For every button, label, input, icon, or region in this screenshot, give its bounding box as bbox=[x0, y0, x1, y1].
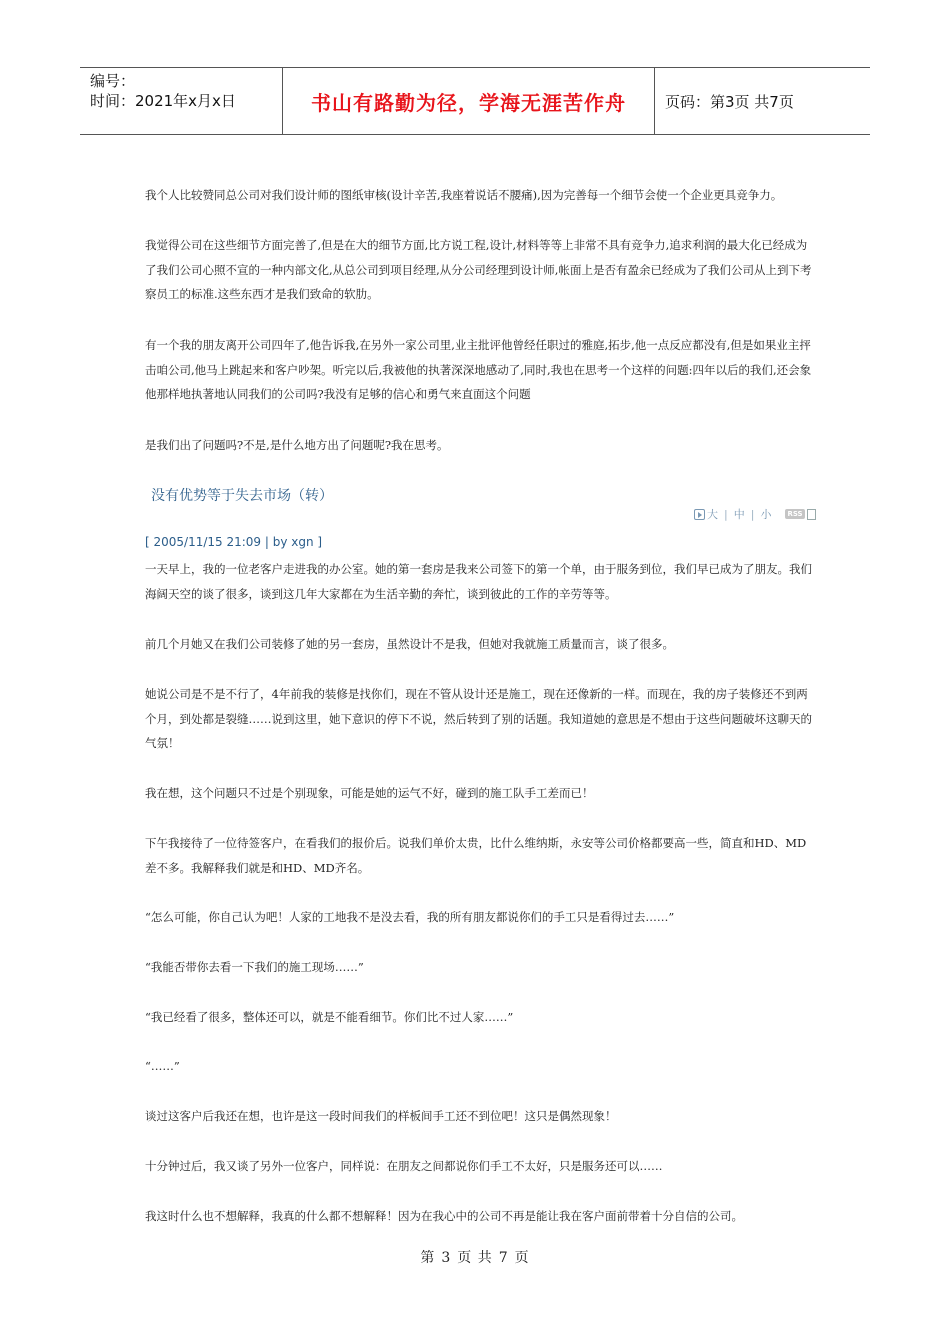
header-info-cell bbox=[80, 68, 283, 134]
intro-paragraph-2: 我觉得公司在这些细节方面完善了,但是在大的细节方面,比方说工程,设计,材料等等上非常不具有竞争力,追求利润的最大化已经成为了我们公司心照不宣的一种内部文化,从总公司到项目经理,从分公司经理到设计师,帐面上是否有盈余已经成为了我们公司从上到下考察员工的标准.这些东西才是我们致命的软肋。 bbox=[145, 238, 812, 301]
article-paragraph-6: “怎么可能，你自己认为吧！人家的工地我不是没去看，我的所有朋友都说你们的手工只是看得过去……” bbox=[145, 910, 675, 924]
rss-icon[interactable]: RSS bbox=[787, 510, 803, 518]
article-datetime-link[interactable]: 2005/11/15 21:09 bbox=[153, 535, 262, 549]
article-author-link[interactable]: xgn bbox=[291, 535, 314, 549]
font-size-large-link[interactable]: 大 bbox=[707, 508, 718, 521]
article-paragraph-7: “我能否带你去看一下我们的施工现场……” bbox=[145, 960, 364, 974]
article-meta bbox=[145, 535, 322, 549]
meta-by: | by bbox=[261, 535, 292, 549]
header-motto: 书山有路勤为径，学海无涯苦作舟 bbox=[283, 68, 655, 134]
article-title[interactable]: 没有优势等于失去市场（转） bbox=[151, 488, 333, 504]
article-paragraph-11: 十分钟过后，我又谈了另外一位客户，同样说：在朋友之间都说你们手工不太好，只是服务还可以…… bbox=[145, 1159, 663, 1173]
intro-paragraph-4: 是我们出了问题吗?不是,是什么地方出了问题呢?我在思考。 bbox=[145, 438, 449, 452]
article-paragraph-10: 谈过这客户后我还在想，也许是这一段时间我们的样板间手工还不到位吧！这只是偶然现象！ bbox=[145, 1109, 617, 1123]
intro-paragraph-3: 有一个我的朋友离开公司四年了,他告诉我,在另外一家公司里,业主批评他曾经任职过的雅庭,拓步,他一点反应都没有,但是如果业主抨击咱公司,他马上跳起来和客户吵架。听完以后,我被他的执著深深地感动了,同时,我也在思考一个这样的问题:四年以后的我们,还会象他那样地执著地认同我们的公司吗?我没有足够的信心和勇气来直面这个问题 bbox=[145, 338, 812, 401]
separator: | bbox=[750, 507, 755, 521]
article-paragraph-5: 下午我接待了一位待签客户，在看我们的报价后。说我们单价太贵，比什么维纳斯，永安等公司价格都要高一些，简直和HD、MD差不多。我解释我们就是和HD、MD齐名。 bbox=[145, 836, 807, 875]
article-paragraph-9: “……” bbox=[145, 1059, 180, 1073]
document-number-label: 编号： bbox=[90, 72, 136, 90]
font-size-small-link[interactable]: 小 bbox=[760, 508, 772, 521]
article-paragraph-1: 一天早上，我的一位老客户走进我的办公室。她的第一套房是我来公司签下的第一个单，由于服务到位，我们早已成为了朋友。我们海阔天空的谈了很多，谈到这几年大家都在为生活辛勤的奔忙，谈到彼此的工作的辛劳等等。 bbox=[145, 562, 812, 601]
footer-suffix: 页 bbox=[514, 1250, 530, 1266]
document-icon[interactable] bbox=[807, 509, 816, 520]
article-paragraph-8: “我已经看了很多，整体还可以，就是不能看细节。你们比不过人家……” bbox=[145, 1010, 514, 1024]
document-time-label: 时间：2021年x月x日 bbox=[90, 92, 236, 110]
article-paragraph-2: 前几个月她又在我们公司装修了她的另一套房，虽然设计不是我，但她对我就施工质量而言，谈了很多。 bbox=[145, 637, 674, 651]
footer-prefix: 第 bbox=[420, 1250, 436, 1266]
page-footer bbox=[0, 1247, 950, 1267]
article-paragraph-12: 我这时什么也不想解释，我真的什么都不想解释！因为在我心中的公司不再是能让我在客户面前带着十分自信的公司。 bbox=[145, 1209, 743, 1223]
intro-paragraph-1: 我个人比较赞同总公司对我们设计师的图纸审核(设计辛苦,我座着说话不腰痛),因为完善每一个细节会使一个企业更具竞争力。 bbox=[145, 188, 783, 202]
article-paragraph-4: 我在想，这个问题只不过是个别现象，可能是她的运气不好，碰到的施工队手工差而已！ bbox=[145, 786, 594, 800]
meta-open-bracket: [ bbox=[145, 535, 154, 549]
separator: | bbox=[724, 507, 728, 521]
page-header bbox=[80, 67, 870, 135]
header-page-label: 页码：第3页 共7页 bbox=[665, 92, 794, 111]
footer-mid: 页 共 bbox=[457, 1250, 493, 1266]
font-size-medium-link[interactable]: 中 bbox=[733, 508, 745, 521]
footer-total-pages: 7 bbox=[498, 1250, 509, 1266]
play-icon[interactable] bbox=[694, 509, 705, 520]
article-paragraph-3: 她说公司是不是不行了，4年前我的装修是找你们，现在不管从设计还是施工，现在还像新的一样。而现在，我的房子装修还不到两个月，到处都是裂缝……说到这里，她下意识的停下不说，然后转到了别的话题。我知道她的意思是不想由于这些问题破坏这聊天的气氛！ bbox=[145, 687, 812, 750]
footer-page-number: 3 bbox=[441, 1250, 452, 1266]
font-size-toolbar bbox=[694, 506, 816, 522]
meta-close-bracket: ] bbox=[313, 535, 323, 549]
